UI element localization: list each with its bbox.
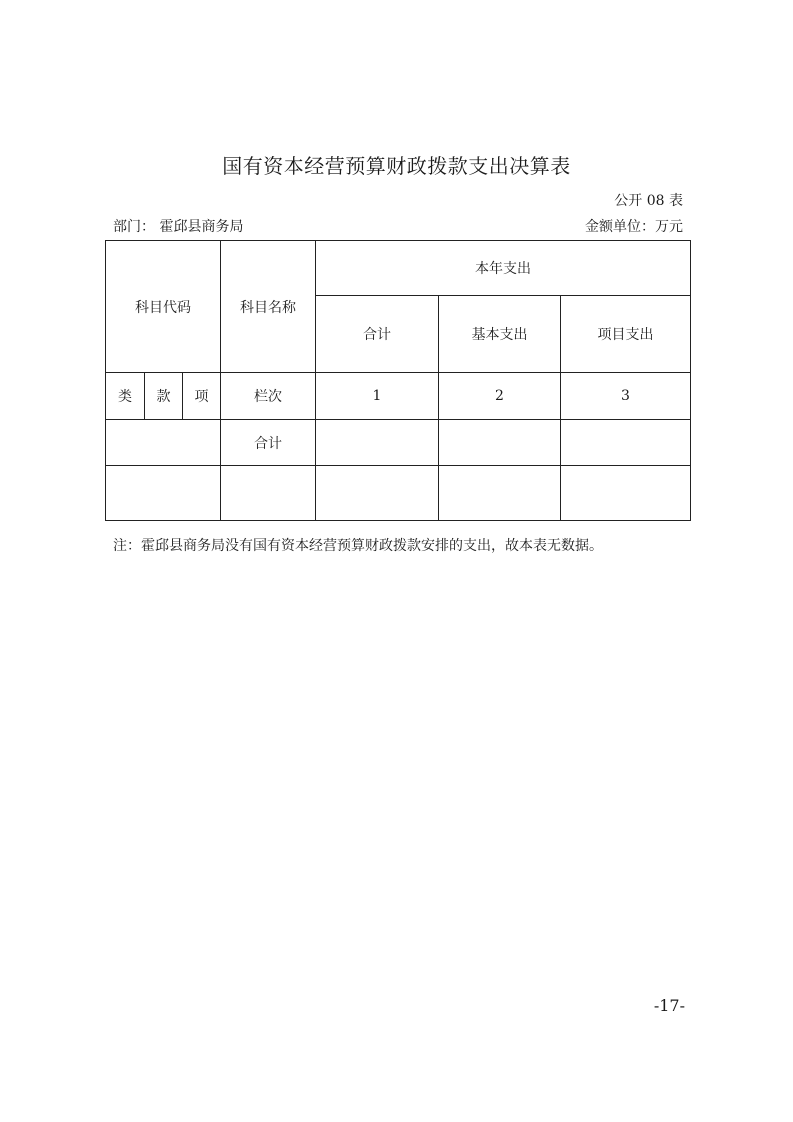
page-title: 国有资本经营预算财政拨款支出决算表	[222, 154, 571, 178]
total-row-project-cell	[561, 420, 691, 466]
subject-code-header: 科目代码	[106, 241, 221, 373]
subject-name-header: 科目名称	[221, 241, 316, 373]
empty-row-code-cell	[106, 466, 221, 521]
column-index-1: 1	[316, 373, 439, 420]
total-row-total-cell	[316, 420, 439, 466]
empty-row-basic-cell	[439, 466, 561, 521]
page-number: -17-	[653, 996, 685, 1015]
total-row-label: 合计	[221, 420, 316, 466]
empty-row-project-cell	[561, 466, 691, 521]
column-index-3: 3	[561, 373, 691, 420]
empty-row-total-cell	[316, 466, 439, 521]
total-row-basic-cell	[439, 420, 561, 466]
item-header: 项	[183, 373, 221, 420]
total-column-header: 合计	[316, 296, 439, 373]
empty-row-name-cell	[221, 466, 316, 521]
section-header: 款	[145, 373, 183, 420]
year-expense-header: 本年支出	[316, 241, 691, 296]
column-index-2: 2	[439, 373, 561, 420]
form-number: 公开 08 表	[614, 193, 683, 209]
total-row-code-cell	[106, 420, 221, 466]
unit-label: 金额单位：万元	[585, 219, 683, 235]
project-expense-header: 项目支出	[561, 296, 691, 373]
department-label: 部门： 霍邱县商务局	[113, 219, 244, 235]
table-note: 注：霍邱县商务局没有国有资本经营预算财政拨款安排的支出，故本表无数据。	[113, 538, 603, 554]
basic-expense-header: 基本支出	[439, 296, 561, 373]
category-header: 类	[106, 373, 145, 420]
column-index-label: 栏次	[221, 373, 316, 420]
expense-table	[105, 240, 691, 521]
